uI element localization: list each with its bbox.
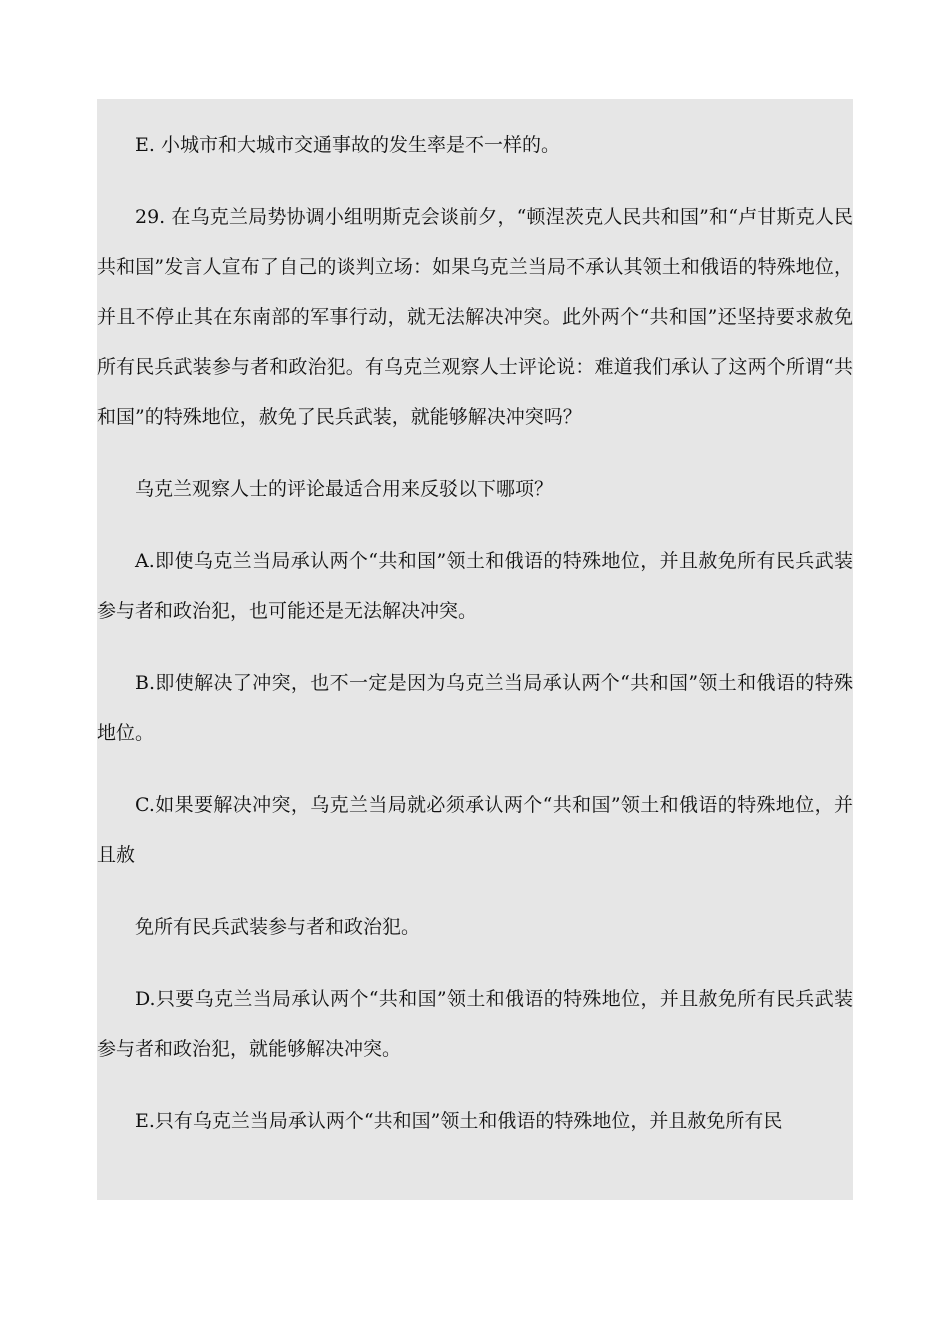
previous-option-e: E. 小城市和大城市交通事故的发生率是不一样的。	[135, 134, 560, 156]
option-b: B.即使解决了冲突，也不一定是因为乌克兰当局承认两个“共和国”领土和俄语的特殊地位。	[97, 672, 853, 744]
document-body	[97, 99, 853, 1146]
option-c-part2: 免所有民兵武装参与者和政治犯。	[135, 916, 421, 938]
question-prompt: 乌克兰观察人士的评论最适合用来反驳以下哪项？	[135, 478, 554, 500]
option-c-part1: C.如果要解决冲突，乌克兰当局就必须承认两个“共和国”领土和俄语的特殊地位，并且赦	[97, 794, 853, 866]
option-a: A.即使乌克兰当局承认两个“共和国”领土和俄语的特殊地位，并且赦免所有民兵武装参与者和政治犯，也可能还是无法解决冲突。	[97, 550, 853, 622]
option-d: D.只要乌克兰当局承认两个“共和国”领土和俄语的特殊地位，并且赦免所有民兵武装参与者和政治犯，就能够解决冲突。	[97, 988, 853, 1060]
option-e: E.只有乌克兰当局承认两个“共和国”领土和俄语的特殊地位，并且赦免所有民	[135, 1110, 783, 1132]
question-29-stem: 29. 在乌克兰局势协调小组明斯克会谈前夕，“顿涅茨克人民共和国”和“卢甘斯克人民共和国”发言人宣布了自己的谈判立场：如果乌克兰当局不承认其领土和俄语的特殊地位，并且不停止其在东南部的军事行动，就无法解决冲突。此外两个“共和国”还坚持要求赦免所有民兵武装参与者和政治犯。有乌克兰观察人士评论说：难道我们承认了这两个所谓“共和国”的特殊地位，赦免了民兵武装，就能够解决冲突吗？	[97, 206, 853, 428]
